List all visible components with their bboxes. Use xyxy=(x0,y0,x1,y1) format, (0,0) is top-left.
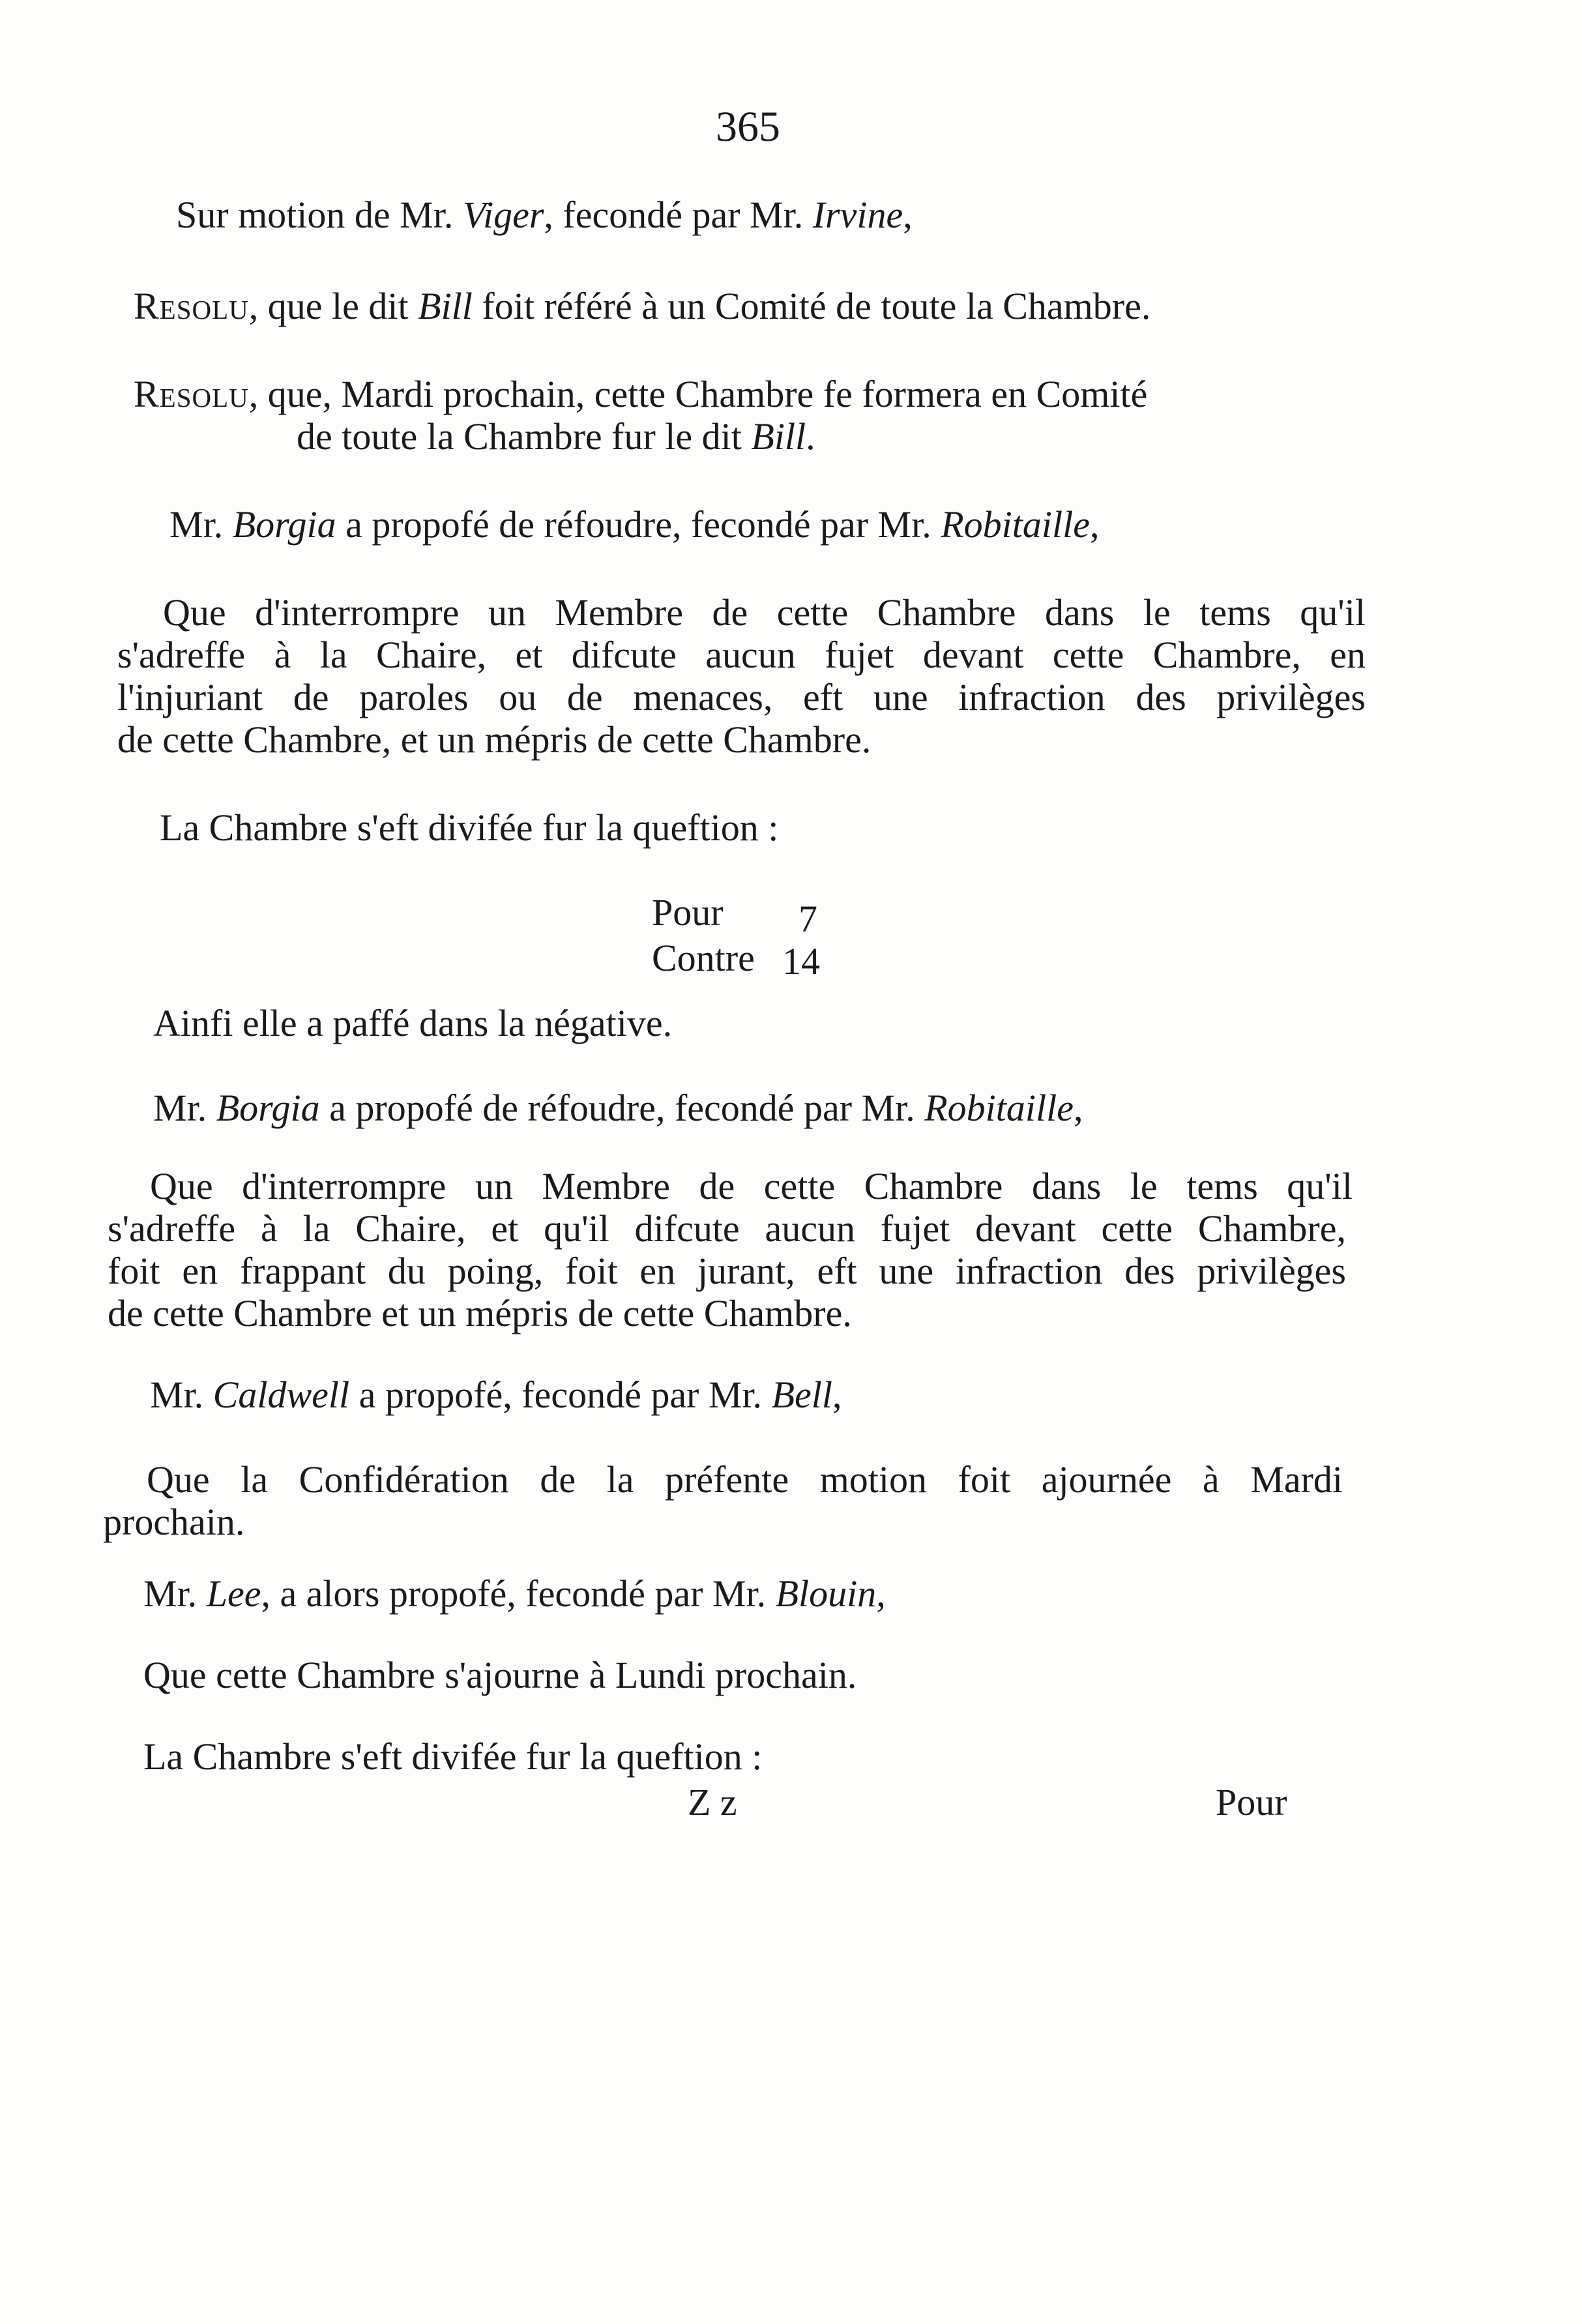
division-line: La Chambre s'eft divifée fur la queftion : xyxy=(160,806,779,849)
member-name: Borgia xyxy=(216,1087,320,1129)
member-name: Lee xyxy=(206,1572,261,1615)
motion-text-line: s'adreffe à la Chaire, et difcute aucun fujet devant cette Chambre, en xyxy=(117,634,1366,676)
text: , a alors propofé, fecondé par Mr. xyxy=(261,1572,776,1615)
text: , fecondé par Mr. xyxy=(544,194,813,236)
bill-term: Bill xyxy=(751,415,806,458)
page-number: 365 xyxy=(716,103,780,151)
motion-line xyxy=(153,1085,1083,1131)
text: , xyxy=(876,1572,886,1615)
text: Sur motion de Mr. xyxy=(176,194,463,236)
resolu-label: Resolu xyxy=(134,285,249,327)
text: , xyxy=(1089,503,1100,546)
text: a propofé de réfoudre, fecondé par Mr. xyxy=(319,1087,925,1129)
text: , que le dit xyxy=(248,285,418,327)
resolu-label: Resolu xyxy=(134,373,249,415)
vote-contre-value: 14 xyxy=(782,940,820,982)
text: foit référé à un Comité de toute la Chambre. xyxy=(472,285,1151,327)
member-name: Blouin xyxy=(775,1572,877,1615)
division-line: La Chambre s'eft divifée fur la queftion : xyxy=(143,1735,763,1778)
motion-text-line: foit en frappant du poing, foit en jurant, eft une infraction des privilèges xyxy=(108,1250,1346,1292)
member-name: Viger xyxy=(462,194,544,236)
motion-line xyxy=(176,192,913,238)
vote-pour-label: Pour xyxy=(652,891,724,934)
text: de toute la Chambre fur le dit xyxy=(297,415,752,458)
member-name: Robitaille xyxy=(941,503,1090,546)
member-name: Irvine xyxy=(812,194,903,236)
text: Mr. xyxy=(169,503,233,546)
motion-line xyxy=(169,502,1099,548)
resolution-line xyxy=(297,414,815,460)
result-line: Ainfi elle a paffé dans la négative. xyxy=(153,1002,673,1044)
catchword: Pour xyxy=(1216,1781,1287,1823)
text: , xyxy=(903,194,913,236)
motion-text-line: Que d'interrompre un Membre de cette Chambre dans le tems qu'il xyxy=(150,1165,1353,1207)
vote-pour-value: 7 xyxy=(798,898,817,940)
member-name: Caldwell xyxy=(212,1374,350,1416)
motion-text-line: Que d'interrompre un Membre de cette Chambre dans le tems qu'il xyxy=(163,591,1366,634)
motion-line xyxy=(143,1571,886,1617)
motion-text-line: de cette Chambre, et un mépris de cette Chambre. xyxy=(117,718,872,761)
resolution-line xyxy=(134,284,1150,329)
text: Mr. xyxy=(153,1087,216,1129)
text: , xyxy=(832,1374,842,1416)
bill-term: Bill xyxy=(418,285,473,327)
motion-text-line: l'injuriant de paroles ou de menaces, eft une infraction des privilèges xyxy=(117,676,1366,718)
signature-mark: Z z xyxy=(688,1781,737,1823)
member-name: Borgia xyxy=(232,503,336,546)
text: a propofé, fecondé par Mr. xyxy=(349,1374,772,1416)
text: a propofé de réfoudre, fecondé par Mr. xyxy=(336,503,941,546)
motion-text-line: Que la Confidération de la préfente motion foit ajournée à Mardi xyxy=(147,1458,1343,1501)
text: Mr. xyxy=(143,1572,207,1615)
motion-text-line: Que cette Chambre s'ajourne à Lundi prochain. xyxy=(143,1654,857,1696)
motion-text-line: prochain. xyxy=(103,1501,245,1543)
motion-line xyxy=(150,1372,842,1418)
text: Mr. xyxy=(150,1374,213,1416)
motion-text-line: de cette Chambre et un mépris de cette Chambre. xyxy=(108,1292,852,1334)
text: , xyxy=(1073,1087,1083,1129)
text: . xyxy=(806,415,815,458)
resolution-line xyxy=(134,372,1147,417)
motion-text-line: s'adreffe à la Chaire, et qu'il difcute aucun fujet devant cette Chambre, xyxy=(108,1207,1346,1250)
member-name: Robitaille xyxy=(924,1087,1074,1129)
member-name: Bell xyxy=(771,1374,832,1416)
text: , que, Mardi prochain, cette Chambre fe formera en Comité xyxy=(248,373,1148,415)
vote-contre-label: Contre xyxy=(652,937,755,979)
